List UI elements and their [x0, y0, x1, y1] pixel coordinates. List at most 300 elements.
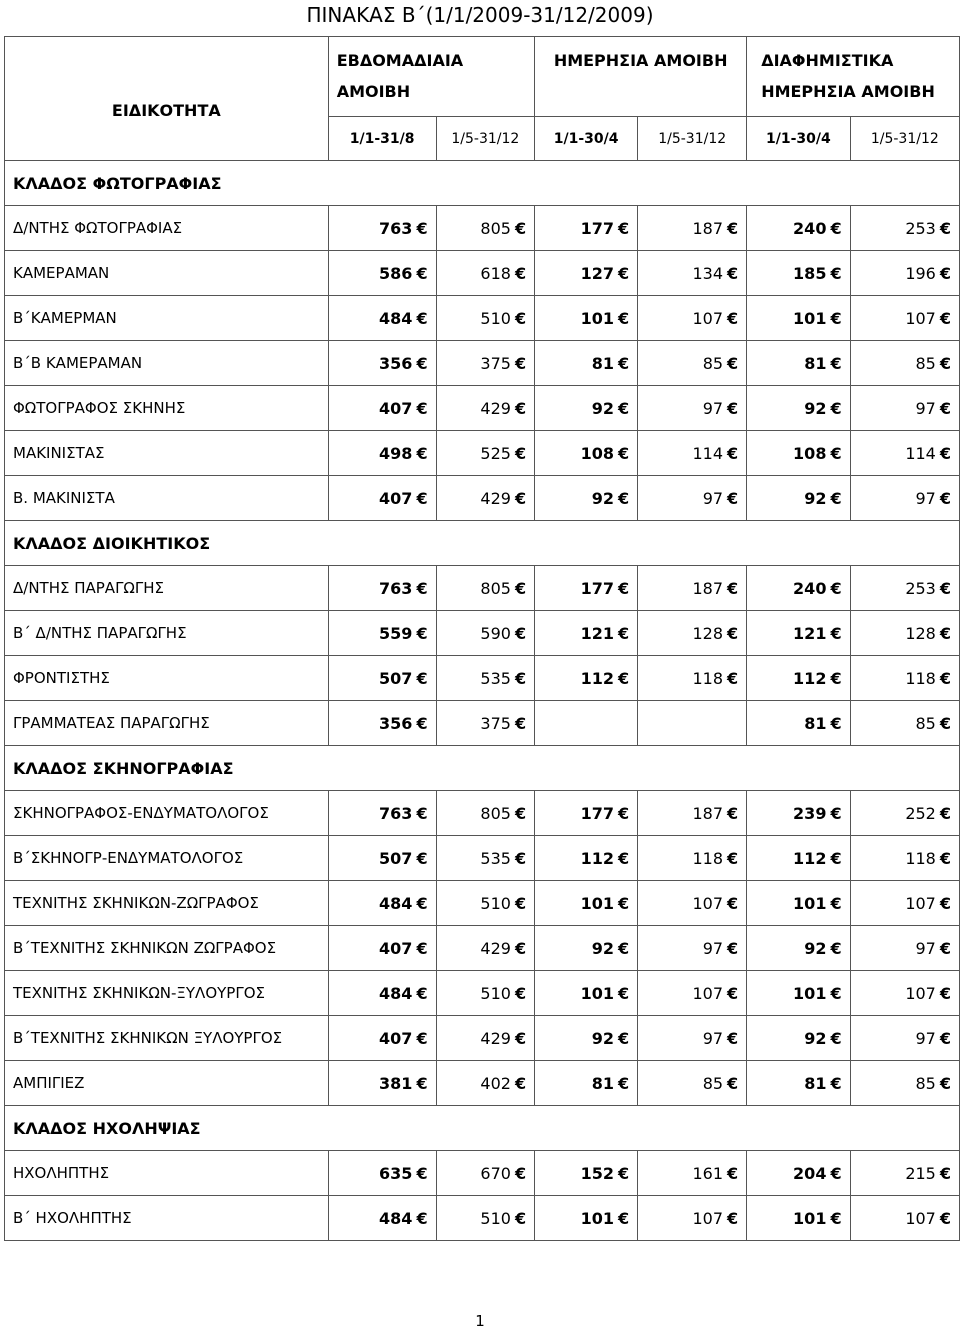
euro-icon: € [514, 263, 527, 283]
euro-icon: € [727, 1208, 739, 1228]
amount-value: 805 [480, 218, 511, 238]
amount-value: 118 [905, 668, 936, 688]
euro-icon: € [727, 668, 739, 688]
amount-cell [850, 1151, 959, 1196]
amount-cell [328, 1196, 436, 1241]
amount-value: 484 [379, 983, 413, 1003]
amount-cell [747, 206, 850, 251]
euro-icon: € [618, 938, 630, 958]
amount-cell [747, 701, 850, 746]
amount-value: 407 [379, 398, 413, 418]
euro-icon: € [514, 713, 527, 733]
amount-value: 535 [480, 668, 511, 688]
euro-icon: € [830, 893, 842, 913]
amount-cell [328, 341, 436, 386]
specialty-label: ΗΧΟΛΗΠΤΗΣ [5, 1151, 329, 1196]
table-row [5, 296, 960, 341]
amount-cell [638, 656, 747, 701]
table-row [5, 926, 960, 971]
amount-cell [535, 296, 638, 341]
amount-value: 107 [905, 983, 936, 1003]
table-row [5, 971, 960, 1016]
euro-icon: € [618, 443, 630, 463]
amount-value: 239 [793, 803, 827, 823]
amount-value: 101 [793, 1208, 827, 1228]
amount-value: 92 [591, 488, 615, 508]
amount-cell [535, 701, 638, 746]
amount-cell [850, 1061, 959, 1106]
group-row [5, 521, 960, 566]
amount-cell [535, 791, 638, 836]
table-row [5, 1061, 960, 1106]
period-header: 1/1-30/4 [535, 117, 638, 161]
amount-cell [638, 296, 747, 341]
euro-icon: € [727, 488, 739, 508]
amount-value: 356 [379, 353, 413, 373]
amount-cell [638, 1196, 747, 1241]
amount-value: 177 [580, 803, 615, 823]
amount-cell [328, 836, 436, 881]
euro-icon: € [618, 668, 630, 688]
euro-icon: € [618, 623, 630, 643]
amount-cell [747, 1061, 850, 1106]
amount-value: 177 [580, 218, 615, 238]
euro-icon: € [939, 263, 951, 283]
amount-cell [436, 656, 535, 701]
amount-value: 112 [793, 848, 827, 868]
amount-value: 375 [480, 713, 511, 733]
amount-value: 763 [379, 218, 413, 238]
amount-cell [747, 971, 850, 1016]
amount-value: 252 [905, 803, 936, 823]
amount-cell [850, 791, 959, 836]
amount-cell [436, 1196, 535, 1241]
euro-icon: € [416, 848, 428, 868]
amount-cell [535, 386, 638, 431]
euro-icon: € [939, 668, 951, 688]
euro-icon: € [830, 308, 842, 328]
amount-value: 121 [580, 623, 615, 643]
amount-cell [436, 1016, 535, 1061]
table-row [5, 791, 960, 836]
amount-value: 107 [905, 308, 936, 328]
amount-cell [850, 251, 959, 296]
amount-cell [850, 971, 959, 1016]
amount-cell [535, 431, 638, 476]
amount-value: 97 [915, 1028, 936, 1048]
amount-value: 85 [702, 353, 724, 373]
amount-value: 128 [692, 623, 724, 643]
amount-cell [328, 296, 436, 341]
advertising-header-line1: ΔΙΑΦΗΜΙΣΤΙΚΑ [761, 51, 894, 70]
euro-icon: € [514, 848, 527, 868]
amount-value: 586 [379, 263, 413, 283]
euro-icon: € [727, 938, 739, 958]
euro-icon: € [727, 398, 739, 418]
period-header: 1/1-30/4 [747, 117, 850, 161]
amount-cell [850, 386, 959, 431]
amount-value: 107 [692, 1208, 724, 1228]
amount-cell [535, 971, 638, 1016]
amount-cell [850, 656, 959, 701]
amount-cell [850, 206, 959, 251]
amount-cell [747, 386, 850, 431]
euro-icon: € [514, 398, 527, 418]
amount-value: 101 [580, 983, 615, 1003]
euro-icon: € [830, 578, 842, 598]
euro-icon: € [939, 848, 951, 868]
euro-icon: € [939, 803, 951, 823]
group-row [5, 1106, 960, 1151]
amount-cell [850, 431, 959, 476]
page-number: 1 [475, 1312, 485, 1330]
amount-value: 510 [480, 983, 511, 1003]
amount-value: 114 [692, 443, 724, 463]
period-header: 1/1-31/8 [328, 117, 436, 161]
euro-icon: € [416, 668, 428, 688]
amount-value: 85 [915, 1073, 936, 1093]
amount-cell [328, 251, 436, 296]
euro-icon: € [727, 263, 739, 283]
euro-icon: € [939, 1073, 951, 1093]
euro-icon: € [727, 578, 739, 598]
euro-icon: € [618, 398, 630, 418]
amount-value: 118 [692, 848, 724, 868]
amount-value: 215 [905, 1163, 936, 1183]
amount-cell [436, 611, 535, 656]
amount-cell [850, 476, 959, 521]
amount-cell [535, 1196, 638, 1241]
table-row [5, 1151, 960, 1196]
amount-value: 510 [480, 308, 511, 328]
amount-cell [638, 701, 747, 746]
table-row [5, 251, 960, 296]
amount-value: 121 [793, 623, 827, 643]
amount-cell [638, 1061, 747, 1106]
euro-icon: € [830, 353, 842, 373]
table-row [5, 431, 960, 476]
amount-value: 85 [702, 1073, 724, 1093]
weekly-pay-header [328, 37, 534, 117]
amount-value: 356 [379, 713, 413, 733]
amount-value: 161 [692, 1163, 724, 1183]
amount-value: 81 [804, 353, 827, 373]
amount-cell [638, 206, 747, 251]
amount-cell [638, 431, 747, 476]
euro-icon: € [830, 848, 842, 868]
amount-value: 525 [480, 443, 511, 463]
amount-cell [638, 881, 747, 926]
amount-value: 118 [905, 848, 936, 868]
table-row [5, 611, 960, 656]
amount-cell [638, 971, 747, 1016]
amount-value: 118 [692, 668, 724, 688]
euro-icon: € [514, 623, 527, 643]
specialty-label: ΓΡΑΜΜΑΤΕΑΣ ΠΑΡΑΓΩΓΗΣ [5, 701, 329, 746]
amount-cell [436, 251, 535, 296]
page-title: ΠΙΝΑΚΑΣ Β΄(1/1/2009-31/12/2009) [306, 3, 654, 27]
euro-icon: € [830, 1073, 842, 1093]
amount-value: 101 [793, 308, 827, 328]
euro-icon: € [830, 983, 842, 1003]
amount-cell [747, 791, 850, 836]
specialty-label: ΑΜΠΙΓΙΕΖ [5, 1061, 329, 1106]
amount-value: 498 [379, 443, 413, 463]
group-label: ΚΛΑΔΟΣ ΣΚΗΝΟΓΡΑΦΙΑΣ [5, 746, 960, 791]
amount-value: 590 [480, 623, 511, 643]
amount-cell [328, 476, 436, 521]
amount-value: 81 [804, 713, 827, 733]
amount-cell [328, 431, 436, 476]
specialty-label: Β΄ΤΕΧΝΙΤΗΣ ΣΚΗΝΙΚΩΝ ΞΥΛΟΥΡΓΟΣ [5, 1016, 329, 1061]
table-row [5, 701, 960, 746]
specialty-label: Β΄ Δ/ΝΤΗΣ ΠΑΡΑΓΩΓΗΣ [5, 611, 329, 656]
amount-value: 535 [480, 848, 511, 868]
amount-cell [436, 701, 535, 746]
euro-icon: € [416, 398, 428, 418]
amount-value: 127 [580, 263, 615, 283]
amount-cell [328, 1151, 436, 1196]
pay-table [4, 36, 960, 1241]
amount-value: 97 [702, 398, 724, 418]
amount-value: 108 [580, 443, 615, 463]
table-row [5, 341, 960, 386]
amount-cell [328, 566, 436, 611]
amount-value: 114 [905, 443, 936, 463]
euro-icon: € [727, 893, 739, 913]
amount-cell [747, 566, 850, 611]
amount-cell [850, 701, 959, 746]
weekly-pay-line1: ΕΒΔΟΜΑΔΙΑΙΑ [336, 51, 464, 70]
euro-icon: € [416, 353, 428, 373]
specialty-label: ΦΡΟΝΤΙΣΤΗΣ [5, 656, 329, 701]
group-row [5, 746, 960, 791]
euro-icon: € [939, 1208, 951, 1228]
period-header: 1/5-31/12 [850, 117, 959, 161]
specialty-label: ΤΕΧΝΙΤΗΣ ΣΚΗΝΙΚΩΝ-ΞΥΛΟΥΡΓΟΣ [5, 971, 329, 1016]
amount-cell [328, 656, 436, 701]
euro-icon: € [939, 443, 951, 463]
amount-value: 429 [480, 488, 511, 508]
advertising-daily-pay-header [747, 37, 960, 117]
table-row [5, 836, 960, 881]
euro-icon: € [727, 443, 739, 463]
amount-cell [436, 431, 535, 476]
euro-icon: € [939, 623, 951, 643]
amount-cell [638, 476, 747, 521]
euro-icon: € [416, 1163, 428, 1183]
table-row [5, 566, 960, 611]
amount-cell [747, 476, 850, 521]
table-row [5, 881, 960, 926]
amount-value: 805 [480, 578, 511, 598]
euro-icon: € [727, 623, 739, 643]
euro-icon: € [939, 398, 951, 418]
amount-cell [436, 206, 535, 251]
table-row [5, 206, 960, 251]
amount-cell [638, 386, 747, 431]
euro-icon: € [939, 1163, 951, 1183]
amount-cell [747, 926, 850, 971]
euro-icon: € [416, 443, 428, 463]
euro-icon: € [618, 218, 630, 238]
amount-value: 375 [480, 353, 511, 373]
euro-icon: € [618, 263, 630, 283]
amount-value: 101 [580, 893, 615, 913]
amount-value: 429 [480, 1028, 511, 1048]
euro-icon: € [939, 308, 951, 328]
table-row [5, 656, 960, 701]
amount-value: 484 [379, 893, 413, 913]
amount-cell [535, 656, 638, 701]
euro-icon: € [416, 578, 428, 598]
amount-cell [850, 836, 959, 881]
amount-value: 92 [804, 398, 827, 418]
euro-icon: € [830, 218, 842, 238]
euro-icon: € [514, 1073, 527, 1093]
amount-value: 402 [480, 1073, 511, 1093]
amount-cell [850, 881, 959, 926]
amount-cell [638, 251, 747, 296]
amount-cell [850, 1196, 959, 1241]
amount-cell [747, 251, 850, 296]
amount-value: 177 [580, 578, 615, 598]
euro-icon: € [939, 938, 951, 958]
euro-icon: € [416, 308, 428, 328]
amount-value: 559 [379, 623, 413, 643]
amount-cell [638, 926, 747, 971]
amount-value: 92 [804, 1028, 827, 1048]
specialty-label: ΤΕΧΝΙΤΗΣ ΣΚΗΝΙΚΩΝ-ΖΩΓΡΑΦΟΣ [5, 881, 329, 926]
amount-cell [436, 296, 535, 341]
specialty-label: Δ/ΝΤΗΣ ΠΑΡΑΓΩΓΗΣ [5, 566, 329, 611]
euro-icon: € [939, 218, 951, 238]
amount-cell [535, 251, 638, 296]
euro-icon: € [618, 488, 630, 508]
amount-cell [436, 566, 535, 611]
euro-icon: € [514, 803, 527, 823]
amount-cell [436, 881, 535, 926]
amount-value: 107 [905, 893, 936, 913]
amount-value: 507 [379, 848, 413, 868]
amount-cell [436, 341, 535, 386]
euro-icon: € [939, 893, 951, 913]
amount-cell [328, 881, 436, 926]
euro-icon: € [514, 308, 527, 328]
euro-icon: € [416, 623, 428, 643]
amount-cell [535, 476, 638, 521]
euro-icon: € [830, 1028, 842, 1048]
period-header: 1/5-31/12 [638, 117, 747, 161]
amount-cell [535, 566, 638, 611]
amount-cell [850, 1016, 959, 1061]
amount-value: 152 [580, 1163, 615, 1183]
euro-icon: € [514, 353, 527, 373]
amount-cell [328, 971, 436, 1016]
euro-icon: € [830, 1163, 842, 1183]
amount-cell [328, 206, 436, 251]
amount-value: 670 [480, 1163, 511, 1183]
euro-icon: € [514, 668, 527, 688]
amount-value: 407 [379, 1028, 413, 1048]
amount-value: 253 [905, 578, 936, 598]
euro-icon: € [416, 1208, 428, 1228]
euro-icon: € [618, 1163, 630, 1183]
euro-icon: € [830, 263, 842, 283]
amount-cell [747, 881, 850, 926]
specialty-label: ΚΑΜΕΡΑΜΑΝ [5, 251, 329, 296]
amount-value: 763 [379, 578, 413, 598]
amount-value: 108 [793, 443, 827, 463]
amount-cell [638, 611, 747, 656]
euro-icon: € [416, 938, 428, 958]
amount-value: 187 [692, 578, 724, 598]
amount-cell [535, 206, 638, 251]
euro-icon: € [939, 578, 951, 598]
amount-value: 510 [480, 1208, 511, 1228]
amount-value: 97 [702, 488, 724, 508]
amount-cell [638, 1151, 747, 1196]
euro-icon: € [939, 1028, 951, 1048]
euro-icon: € [514, 938, 527, 958]
amount-value: 101 [580, 1208, 615, 1228]
amount-cell [328, 386, 436, 431]
amount-cell [850, 611, 959, 656]
amount-value: 92 [591, 398, 615, 418]
amount-cell [747, 611, 850, 656]
amount-value: 112 [793, 668, 827, 688]
amount-value: 81 [591, 353, 615, 373]
euro-icon: € [618, 1208, 630, 1228]
euro-icon: € [416, 218, 428, 238]
weekly-pay-line2: ΑΜΟΙΒΗ [336, 82, 411, 101]
amount-value: 507 [379, 668, 413, 688]
amount-value: 805 [480, 803, 511, 823]
amount-value: 484 [379, 308, 413, 328]
euro-icon: € [939, 983, 951, 1003]
group-label: ΚΛΑΔΟΣ ΗΧΟΛΗΨΙΑΣ [5, 1106, 960, 1151]
specialty-label: Β΄ ΗΧΟΛΗΠΤΗΣ [5, 1196, 329, 1241]
euro-icon: € [727, 1073, 739, 1093]
amount-value: 97 [702, 938, 724, 958]
amount-cell [535, 836, 638, 881]
euro-icon: € [618, 893, 630, 913]
amount-cell [436, 1061, 535, 1106]
table-row [5, 1196, 960, 1241]
amount-value: 101 [793, 893, 827, 913]
euro-icon: € [514, 1028, 527, 1048]
euro-icon: € [416, 1028, 428, 1048]
amount-cell [436, 836, 535, 881]
euro-icon: € [939, 713, 951, 733]
amount-value: 107 [905, 1208, 936, 1228]
amount-value: 134 [692, 263, 724, 283]
amount-cell [328, 611, 436, 656]
euro-icon: € [830, 623, 842, 643]
euro-icon: € [514, 983, 527, 1003]
amount-cell [747, 341, 850, 386]
euro-icon: € [618, 1073, 630, 1093]
euro-icon: € [727, 848, 739, 868]
amount-value: 484 [379, 1208, 413, 1228]
euro-icon: € [727, 1163, 739, 1183]
euro-icon: € [416, 713, 428, 733]
euro-icon: € [618, 983, 630, 1003]
amount-cell [328, 1016, 436, 1061]
amount-value: 240 [793, 218, 827, 238]
specialty-label: Β΄Β ΚΑΜΕΡΑΜΑΝ [5, 341, 329, 386]
amount-cell [328, 926, 436, 971]
